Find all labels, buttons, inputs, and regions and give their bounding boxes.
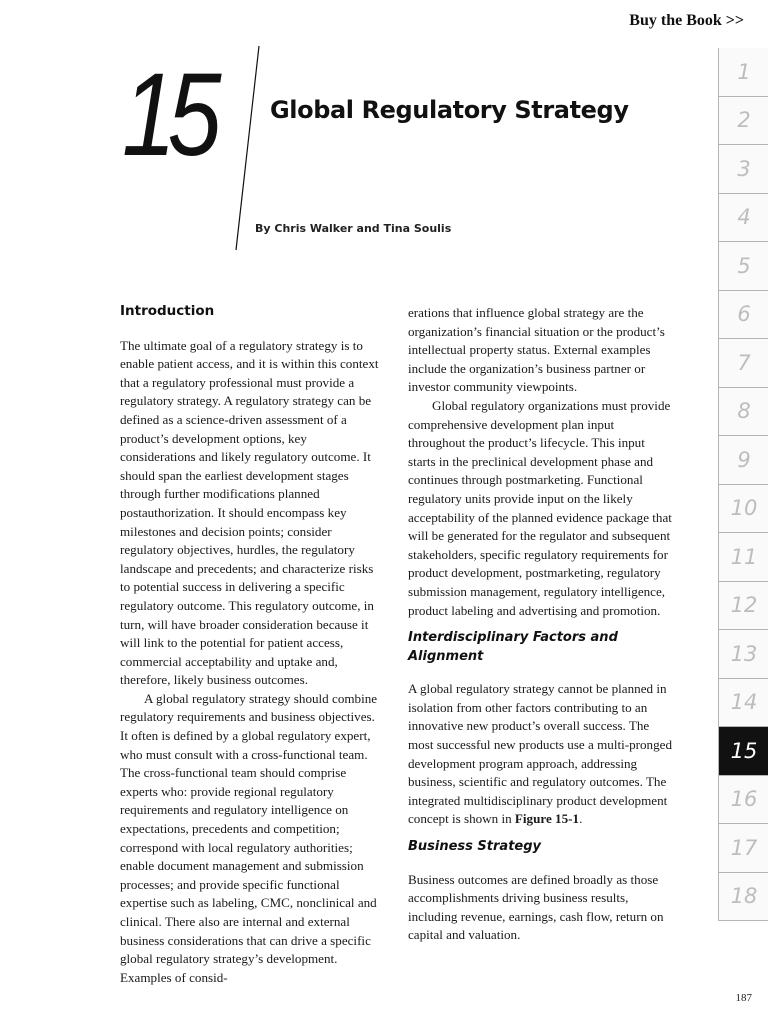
chapter-tab-10[interactable]: 10 <box>719 485 768 534</box>
chapter-tab-15[interactable]: 15 <box>719 727 768 776</box>
buy-the-book-link[interactable]: Buy the Book >> <box>629 12 744 29</box>
chapter-tab-5[interactable]: 5 <box>719 242 768 291</box>
section-heading-interdisciplinary: Interdisciplinary Factors and Alignment <box>408 630 618 664</box>
chapter-tab-12[interactable]: 12 <box>719 582 768 631</box>
chapter-tab-8[interactable]: 8 <box>719 388 768 437</box>
section-heading-introduction: Introduction <box>120 303 215 319</box>
chapter-tab-7[interactable]: 7 <box>719 339 768 388</box>
title-divider <box>0 0 768 260</box>
chapter-tab-17[interactable]: 17 <box>719 824 768 873</box>
paragraph-text: . <box>579 811 583 827</box>
chapter-tab-4[interactable]: 4 <box>719 194 768 243</box>
chapter-number: 15 <box>122 49 214 181</box>
section-heading-business-strategy: Business Strategy <box>408 839 542 855</box>
paragraph <box>408 680 673 829</box>
paragraph: The ultimate goal of a regulatory strategy is to enable patient access, and it is within this context that a regulatory professional must provide a regulatory strategy. A regulatory strategy can be defined as a science-driven assessment of a product’s development options, key considerations and likely regulatory outcome. It should span the earliest development stages through further modifications planned postauthorization. It should encompass key milestones and decision points; consider regulatory objectives, hurdles, the regulatory landscape and precedents; and characterize risks to potential success in delivering a specific regulatory outcome. This regulatory outcome, in turn, will have broader consideration because it will link to the potential for patient access, commercial acceptability and uptake and, therefore, likely business outcomes. <box>120 337 379 688</box>
chapter-tab-16[interactable]: 16 <box>719 776 768 825</box>
left-column <box>120 302 385 987</box>
right-column <box>408 304 673 945</box>
paragraph: Business outcomes are defined broadly as those accomplishments driving business results, including revenue, earnings, cash flow, return on capital and valuation. <box>408 871 664 943</box>
chapter-tab-9[interactable]: 9 <box>719 436 768 485</box>
chapter-tab-13[interactable]: 13 <box>719 630 768 679</box>
figure-reference-link[interactable]: Figure 15-1 <box>514 811 580 827</box>
paragraph: erations that influence global strategy are the organization’s financial situation or the product’s intellectual property status. External examples include the organization’s business partner or investor community viewpoints. <box>408 305 665 395</box>
paragraph: Global regulatory organizations must provide comprehensive development plan input throughout the product’s lifecycle. This input starts in the preclinical development phase and continues through postmarketing. Functional regulatory units provide input on the likely acceptability of the planned evidence package that will be generated for the regulator and subsequent stakeholders, specific regulatory requirements for product development, postmarketing, regulatory submission management, regulatory intelligence, product labeling and advertising and promotion. <box>408 397 672 618</box>
chapter-title: Global Regulatory Strategy <box>270 96 629 124</box>
chapter-tab-6[interactable]: 6 <box>719 291 768 340</box>
paragraph: A global regulatory strategy should combine regulatory requirements and business objectives. It often is defined by a global regulatory expert, who must consult with a cross-functional team. The cross-functional team should comprise experts who: provide regional regulatory requirements and regulatory intelligence on expectations, precedents and competition; correspond with local regulatory authorities; enable document management and submission processes; and provide specific functional expertise such as labeling, CMC, nonclinical and clinical. There also are internal and external business considerations that can drive a specific global regulatory strategy’s development. Examples of consid- <box>120 690 378 985</box>
chapter-tab-14[interactable]: 14 <box>719 679 768 728</box>
chapter-tab-2[interactable]: 2 <box>719 97 768 146</box>
chapter-tab-11[interactable]: 11 <box>719 533 768 582</box>
byline: By Chris Walker and Tina Soulis <box>255 222 452 235</box>
chapter-tab-18[interactable]: 18 <box>719 873 768 922</box>
paragraph-text: A global regulatory strategy cannot be planned in isolation from other factors contributing to an innovative new product’s overall success. The most successful new products use a multi-pronged development program approach, addressing business, scientific and regulatory outcomes. The integrated multidisciplinary product development concept is shown in <box>408 681 673 827</box>
chapter-tab-1[interactable]: 1 <box>719 48 768 97</box>
chapter-tab-navigation <box>718 48 768 921</box>
page-number: 187 <box>735 992 752 1004</box>
chapter-tab-3[interactable]: 3 <box>719 145 768 194</box>
